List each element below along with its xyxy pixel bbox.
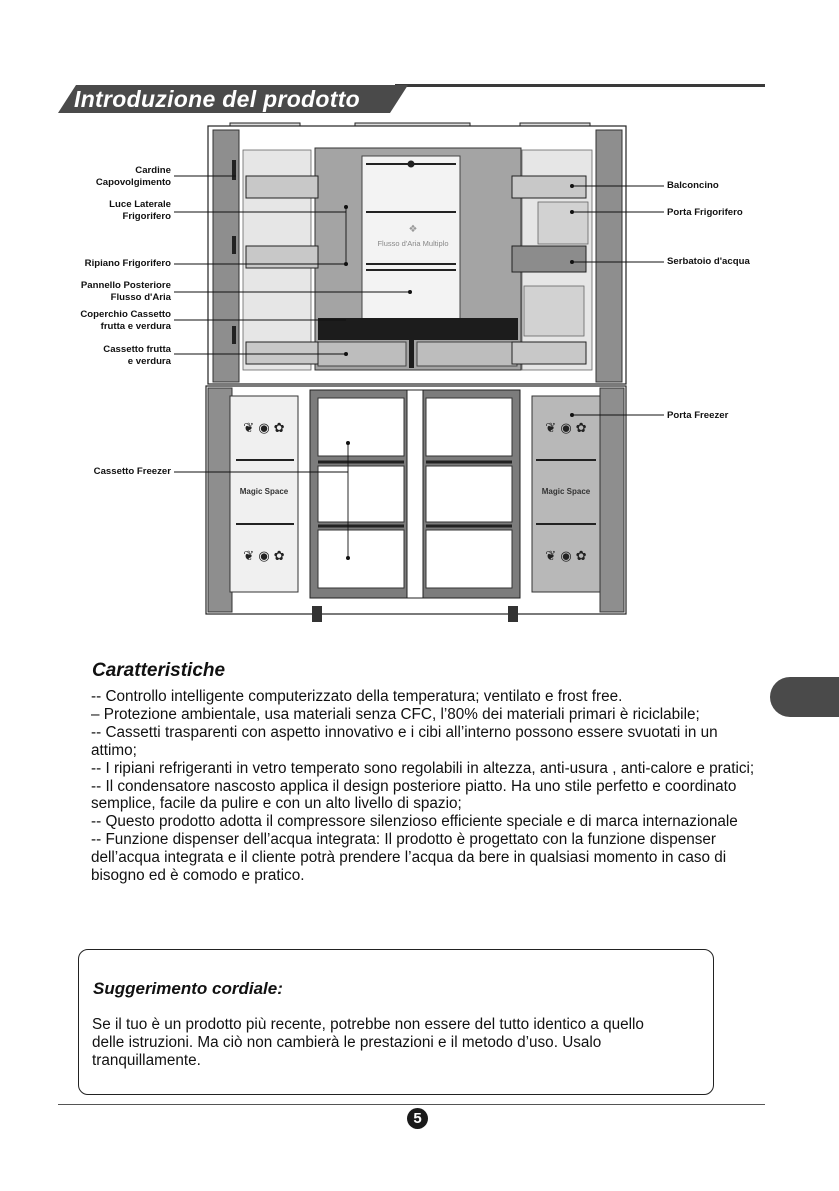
callout-crisper-cover: Coperchio Cassetto frutta e verdura	[80, 309, 171, 332]
feature-item: -- Il condensatore nascosto applica il design posteriore piatto. Ha uno stile perfetto e coordinato semplice, facile da pulire e con un alto livello di spazio;	[91, 777, 737, 813]
feature-item: – Protezione ambientale, usa materiali senza CFC, l’80% dei materiali primari è riciclabile;	[91, 705, 700, 723]
callout-freezer-door: Porta Freezer	[667, 410, 729, 421]
right-fridge-door	[596, 130, 622, 382]
crisper-cover	[318, 318, 518, 340]
food-icons: ❦ ◉ ✿	[243, 421, 285, 436]
water-tank	[512, 246, 586, 272]
callout-hinge: Cardine Capovolgimento	[95, 165, 171, 188]
callout-side-light: Luce Laterale Frigorifero	[109, 199, 171, 222]
tip-title: Suggerimento cordiale:	[93, 979, 283, 998]
feature-item: -- Controllo intelligente computerizzato della temperatura; ventilato e frost free.	[91, 688, 623, 705]
callout-water-tank: Serbatoio d'acqua	[667, 256, 750, 267]
magic-space-left: Magic Space	[239, 487, 289, 496]
feature-item: -- Cassetti trasparenti con aspetto innovativo e i cibi all’interno possono essere svuotati in un attimo;	[91, 723, 718, 759]
callout-freezer-drawer: Cassetto Freezer	[93, 466, 171, 477]
header-rule	[395, 84, 765, 87]
left-freezer-door	[208, 388, 232, 612]
feature-item: -- I ripiani refrigeranti in vetro temperato sono regolabili in altezza, anti-usura , anti-calore e pratici;	[91, 759, 755, 777]
footer-rule	[58, 1104, 765, 1105]
svg-text:❖: ❖	[408, 224, 418, 235]
right-freezer-door	[600, 388, 624, 612]
features-title: Caratteristiche	[92, 660, 226, 681]
section-side-tab	[770, 677, 839, 717]
svg-text:❦ ◉ ✿: ❦ ◉ ✿	[243, 549, 285, 564]
air-panel-label: Flusso d'Aria Multiplo	[377, 239, 449, 248]
page-number: 5	[407, 1108, 428, 1129]
callout-fridge-shelf: Ripiano Frigorifero	[84, 258, 171, 269]
features-list	[91, 688, 761, 885]
callout-door-bin: Balconcino	[667, 180, 719, 191]
callout-fridge-door: Porta Frigorifero	[667, 207, 743, 218]
svg-text:❦ ◉ ✿: ❦ ◉ ✿	[545, 421, 587, 436]
page-title: Introduzione del prodotto	[74, 86, 361, 112]
svg-text:❦ ◉ ✿: ❦ ◉ ✿	[545, 549, 587, 564]
callout-crisper-drawer: Cassetto frutta e verdura	[103, 344, 171, 367]
feature-item: -- Questo prodotto adotta il compressore silenzioso efficiente speciale e di marca internazionale	[91, 813, 738, 831]
tip-text: Se il tuo è un prodotto più recente, potrebbe non essere del tutto identico a quello delle istruzioni. Ma ciò non cambierà le prestazioni e il metodo d’uso. Usalo tranquillamente.	[92, 1016, 644, 1069]
fridge-diagram	[0, 118, 839, 623]
magic-space-right: Magic Space	[541, 487, 591, 496]
callout-rear-panel: Pannello Posteriore Flusso d'Aria	[80, 280, 171, 303]
feature-item: -- Funzione dispenser dell’acqua integrata: Il prodotto è progettato con la funzione dispenser dell’acqua integrata e il cliente potrà prendere l’acqua da bere in qualsiasi momento in caso di bisogno ed è comodo e pratico.	[91, 831, 727, 885]
